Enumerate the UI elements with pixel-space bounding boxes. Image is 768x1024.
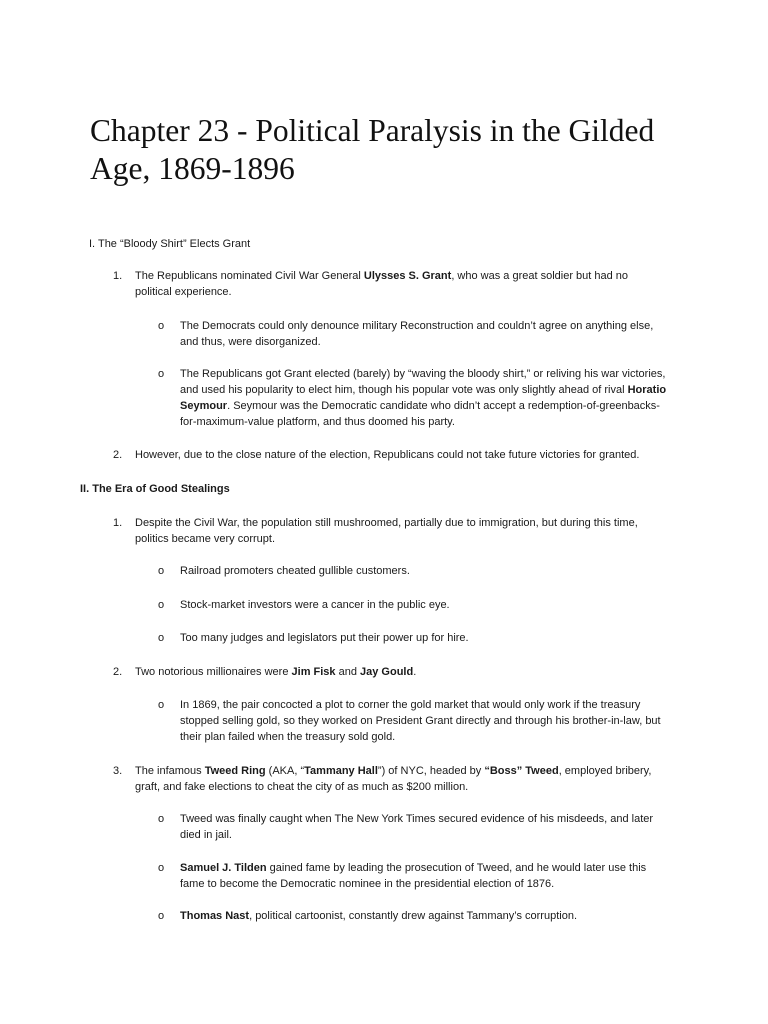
list-number: 1. [113, 517, 123, 529]
list-number: 2. [113, 666, 123, 678]
bullet-text: The Democrats could only denounce military Reconstruction and couldn’t agree on anything else, and thus, were disorganized. [180, 320, 654, 348]
bullet-marker: o [158, 813, 165, 825]
list-item-text: The infamous Tweed Ring (AKA, “Tammany Hall”) of NYC, headed by “Boss” Tweed, employed bribery, graft, and fake elections to cheat the city of as much as $200 million. [135, 765, 652, 793]
section-heading-1: I. The “Bloody Shirt” Elects Grant [89, 238, 251, 250]
bullet-text: Too many judges and legislators put their power up for hire. [180, 632, 469, 644]
bullet-text: Thomas Nast, political cartoonist, constantly drew against Tammany’s corruption. [180, 910, 577, 922]
bullet-text: Railroad promoters cheated gullible customers. [180, 565, 410, 577]
bullet-marker: o [158, 599, 165, 611]
list-item-text: Two notorious millionaires were Jim Fisk and Jay Gould. [135, 666, 417, 678]
bullet-marker: o [158, 632, 165, 644]
bullet-text: The Republicans got Grant elected (barely) by “waving the bloody shirt,” or reliving his war victories, and used his popularity to elect him, though his popular vote was only slightly ahead of rival Horatio Seymour. Seymour was the Democratic candidate who didn’t accept a redemption-of-greenbacks-for-maximum-value platform, and thus doomed his party. [180, 368, 667, 428]
list-number: 1. [113, 270, 123, 282]
bullet-marker: o [158, 862, 165, 874]
section-heading-2: II. The Era of Good Stealings [80, 483, 230, 495]
list-item-text: The Republicans nominated Civil War General Ulysses S. Grant, who was a great soldier but had no political experience. [135, 270, 629, 298]
bullet-marker: o [158, 565, 165, 577]
bullet-text: Tweed was finally caught when The New York Times secured evidence of his misdeeds, and later died in jail. [180, 813, 654, 841]
bullet-marker: o [158, 368, 165, 380]
bullet-text: Stock-market investors were a cancer in the public eye. [180, 599, 450, 611]
bullet-marker: o [158, 320, 165, 332]
bullet-text: In 1869, the pair concocted a plot to corner the gold market that would only work if the treasury stopped selling gold, so they worked on President Grant directly and through his brother-in-law, but their plan failed when the treasury sold gold. [180, 699, 661, 743]
bullet-marker: o [158, 699, 165, 711]
chapter-title: Chapter 23 - Political Paralysis in the Gilded Age, 1869-1896 [90, 113, 655, 186]
list-number: 2. [113, 449, 123, 461]
list-item-text: Despite the Civil War, the population still mushroomed, partially due to immigration, but during this time, politics became very corrupt. [135, 517, 638, 545]
list-number: 3. [113, 765, 123, 777]
bullet-text: Samuel J. Tilden gained fame by leading the prosecution of Tweed, and he would later use this fame to become the Democratic nominee in the presidential election of 1876. [180, 862, 647, 890]
bullet-marker: o [158, 910, 165, 922]
list-item-text: However, due to the close nature of the election, Republicans could not take future victories for granted. [135, 449, 640, 461]
